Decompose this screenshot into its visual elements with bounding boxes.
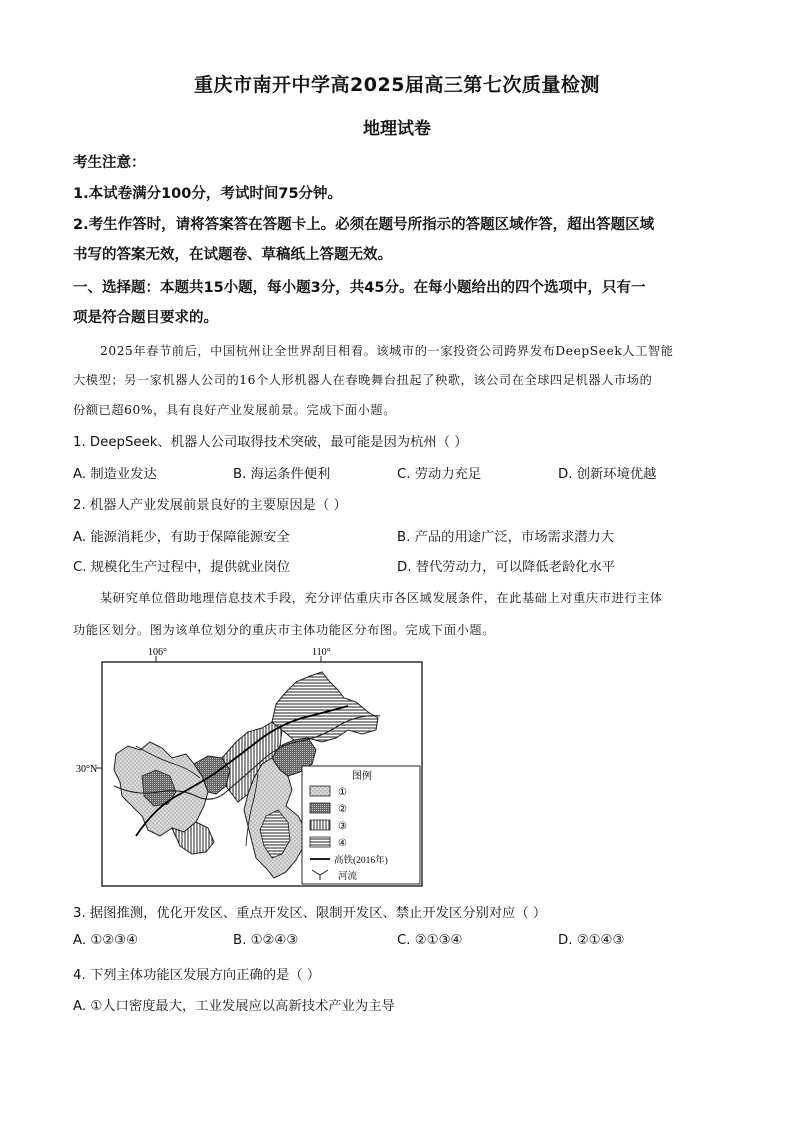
legend-label-rail: 高铁(2016年) xyxy=(334,856,388,866)
question-3-option-d: D. ②①④③ xyxy=(558,933,625,948)
legend-label-1: ① xyxy=(338,787,347,798)
legend-label-4: ④ xyxy=(338,838,347,849)
lon-110-label: 110° xyxy=(312,647,331,658)
notice-heading: 考生注意： xyxy=(73,155,146,171)
passage-2-line-2: 功能区划分。图为该单位划分的重庆市主体功能区分布图。完成下面小题。 xyxy=(73,623,495,637)
passage-1-line-1: 2025年春节前后，中国杭州让全世界刮目相看。该城市的一家投资公司跨界发布DeepSeek人工智能 xyxy=(100,344,674,358)
question-1-option-c: C. 劳动力充足 xyxy=(397,467,482,482)
legend-label-river: 河流 xyxy=(338,872,358,882)
legend-label-2: ② xyxy=(338,804,347,815)
legend-title: 图例 xyxy=(352,771,372,782)
exam-title: 重庆市南开中学高2025届高三第七次质量检测 xyxy=(194,74,600,96)
question-2-stem: 2. 机器人产业发展前景良好的主要原因是（ ） xyxy=(73,498,347,513)
lon-106-label: 106° xyxy=(148,647,167,658)
question-2-option-c: C. 规模化生产过程中，提供就业岗位 xyxy=(73,560,291,575)
chongqing-function-zone-map xyxy=(76,646,426,888)
legend-swatch-3 xyxy=(310,820,330,830)
question-3-option-b: B. ①②④③ xyxy=(233,933,299,948)
question-1-stem: 1. DeepSeek、机器人公司取得技术突破，最可能是因为杭州（ ） xyxy=(73,435,468,450)
section-heading-line-1: 一、选择题：本题共15小题，每小题3分，共45分。在每小题给出的四个选项中，只有一 xyxy=(73,280,646,296)
passage-2-line-1: 某研究单位借助地理信息技术手段，充分评估重庆市各区域发展条件，在此基础上对重庆市进行主体 xyxy=(100,591,663,605)
question-1-option-b: B. 海运条件便利 xyxy=(233,467,331,482)
question-2-option-a: A. 能源消耗少，有助于保障能源安全 xyxy=(73,530,290,545)
notice-item-2-line-1: 2.考生作答时，请将答案答在答题卡上。必须在题号所指示的答题区域作答，超出答题区域 xyxy=(73,217,655,233)
question-1-option-d: D. 创新环境优越 xyxy=(558,467,657,482)
question-4-stem: 4. 下列主体功能区发展方向正确的是（ ） xyxy=(73,968,321,983)
notice-item-2-line-2: 书写的答案无效，在试题卷、草稿纸上答题无效。 xyxy=(73,247,392,263)
notice-item-1: 1.本试卷满分100分，考试时间75分钟。 xyxy=(73,186,343,202)
question-1-option-a: A. 制造业发达 xyxy=(73,467,157,482)
exam-subtitle: 地理试卷 xyxy=(363,119,431,139)
question-3-option-a: A. ①②③④ xyxy=(73,933,138,948)
section-heading-line-2: 项是符合题目要求的。 xyxy=(73,310,218,326)
question-3-option-c: C. ②①③④ xyxy=(397,933,463,948)
legend-swatch-2 xyxy=(310,803,330,813)
legend-label-3: ③ xyxy=(338,821,347,832)
question-3-stem: 3. 据图推测，优化开发区、重点开发区、限制开发区、禁止开发区分别对应（ ） xyxy=(73,906,547,921)
question-2-option-b: B. 产品的用途广泛，市场需求潜力大 xyxy=(397,530,615,545)
legend-swatch-1 xyxy=(310,786,330,796)
question-4-option-a: A. ①人口密度最大，工业发展应以高新技术产业为主导 xyxy=(73,999,395,1014)
passage-1-line-3: 份额已超60%，具有良好产业发展前景。完成下面小题。 xyxy=(73,403,397,417)
lat-30-label: 30°N xyxy=(76,764,98,775)
legend-swatch-4 xyxy=(310,837,330,847)
question-2-option-d: D. 替代劳动力，可以降低老龄化水平 xyxy=(397,560,616,575)
passage-1-line-2: 大模型；另一家机器人公司的16个人形机器人在春晚舞台扭起了秧歌，该公司在全球四足机器人市场的 xyxy=(73,373,653,387)
